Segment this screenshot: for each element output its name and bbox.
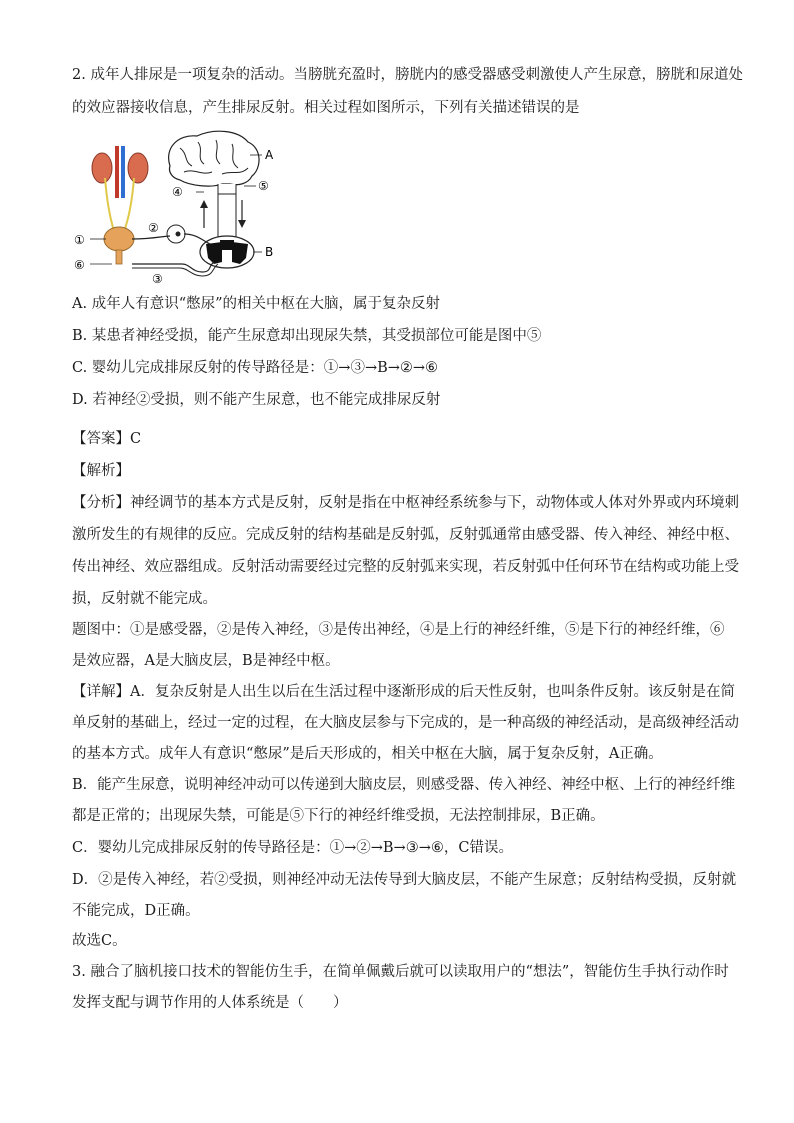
spinal-cord-cross-section (200, 236, 254, 268)
analysis-line: 损，反射就不能完成。 (72, 591, 217, 607)
option-a: A. 成年人有意识“憋尿”的相关中枢在大脑，属于复杂反射 (72, 296, 441, 312)
kidneys-illustration (92, 146, 148, 231)
label-A: A (265, 148, 274, 162)
bladder-illustration (104, 227, 134, 264)
analysis-line: C．婴幼儿完成排尿反射的传导路径是：①→②→B→③→⑥，C错误。 (72, 840, 513, 856)
label-2: ② (148, 221, 159, 235)
label-4: ④ (172, 185, 183, 199)
label-6: ⑥ (74, 258, 85, 272)
analysis-title: 【解析】 (72, 463, 130, 479)
analysis-line: 单反射的基础上，经过一定的过程，在大脑皮层参与下完成的，是一种高级的神经活动，是高级神经活动 (72, 715, 739, 731)
label-B: B (265, 245, 274, 259)
option-c: C. 婴幼儿完成排尿反射的传导路径是：①→③→B→②→⑥ (72, 360, 439, 376)
analysis-line: 的基本方式。成年人有意识“憋尿”是后天形成的，相关中枢在大脑，属于复杂反射，A正确。 (72, 746, 663, 762)
analysis-line: D．②是传入神经，若②受损，则神经冲动无法传导到大脑皮层，不能产生尿意；反射结构受损，反射就 (72, 872, 737, 888)
analysis-line: 【分析】神经调节的基本方式是反射，反射是指在中枢神经系统参与下，动物体或人体对外界或内环境刺 (72, 495, 739, 511)
question-2-stem-line-1: 2. 成年人排尿是一项复杂的活动。当膀胱充盈时，膀胱内的感受器感受刺激使人产生尿意，膀胱和尿道处 (72, 67, 743, 83)
reflex-arc-figure (72, 128, 292, 290)
analysis-line: 传出神经、效应器组成。反射活动需要经过完整的反射弧来实现，若反射弧中任何环节在结构或功能上受 (72, 559, 739, 575)
label-5: ⑤ (258, 179, 269, 193)
option-b: B. 某患者神经受损，能产生尿意却出现尿失禁，其受损部位可能是图中⑤ (72, 328, 542, 344)
label-3: ③ (152, 272, 163, 286)
analysis-line: 题图中：①是感受器，②是传入神经，③是传出神经，④是上行的神经纤维，⑤是下行的神经纤维，⑥ (72, 622, 725, 638)
analysis-line: B．能产生尿意，说明神经冲动可以传递到大脑皮层，则感受器、传入神经、神经中枢、上行的神经纤维 (72, 777, 736, 793)
analysis-line: 【详解】A．复杂反射是人出生以后在生活过程中逐渐形成的后天性反射，也叫条件反射。该反射是在简 (72, 684, 735, 700)
analysis-line: 都是正常的；出现尿失禁，可能是⑤下行的神经纤维受损，无法控制排尿，B正确。 (72, 808, 605, 824)
reflex-arc-diagram (72, 128, 292, 290)
descending-fiber-arrow (238, 200, 246, 228)
question-3-stem-line-2: 发挥支配与调节作用的人体系统是（ ） (72, 995, 348, 1011)
question-3-stem-line-1: 3. 融合了脑机接口技术的智能仿生手，在简单佩戴后就可以读取用户的“想法”，智能仿生手执行动作时 (72, 964, 729, 980)
spinal-cord-column (218, 194, 236, 238)
analysis-line: 故选C。 (72, 933, 127, 949)
ascending-fiber-arrow (200, 200, 208, 228)
question-2-stem-line-2: 的效应器接收信息，产生排尿反射。相关过程如图所示，下列有关描述错误的是 (72, 100, 580, 116)
analysis-line: 激所发生的有规律的反应。完成反射的结构基础是反射弧，反射弧通常由感受器、传入神经、神经中枢、 (72, 527, 739, 543)
label-1: ① (74, 233, 85, 247)
answer-line: 【答案】C (72, 431, 142, 447)
analysis-line: 不能完成，D正确。 (72, 903, 200, 919)
analysis-line: 是效应器，A是大脑皮层，B是神经中枢。 (72, 653, 340, 669)
option-d: D. 若神经②受损，则不能产生尿意，也不能完成排尿反射 (72, 392, 441, 408)
